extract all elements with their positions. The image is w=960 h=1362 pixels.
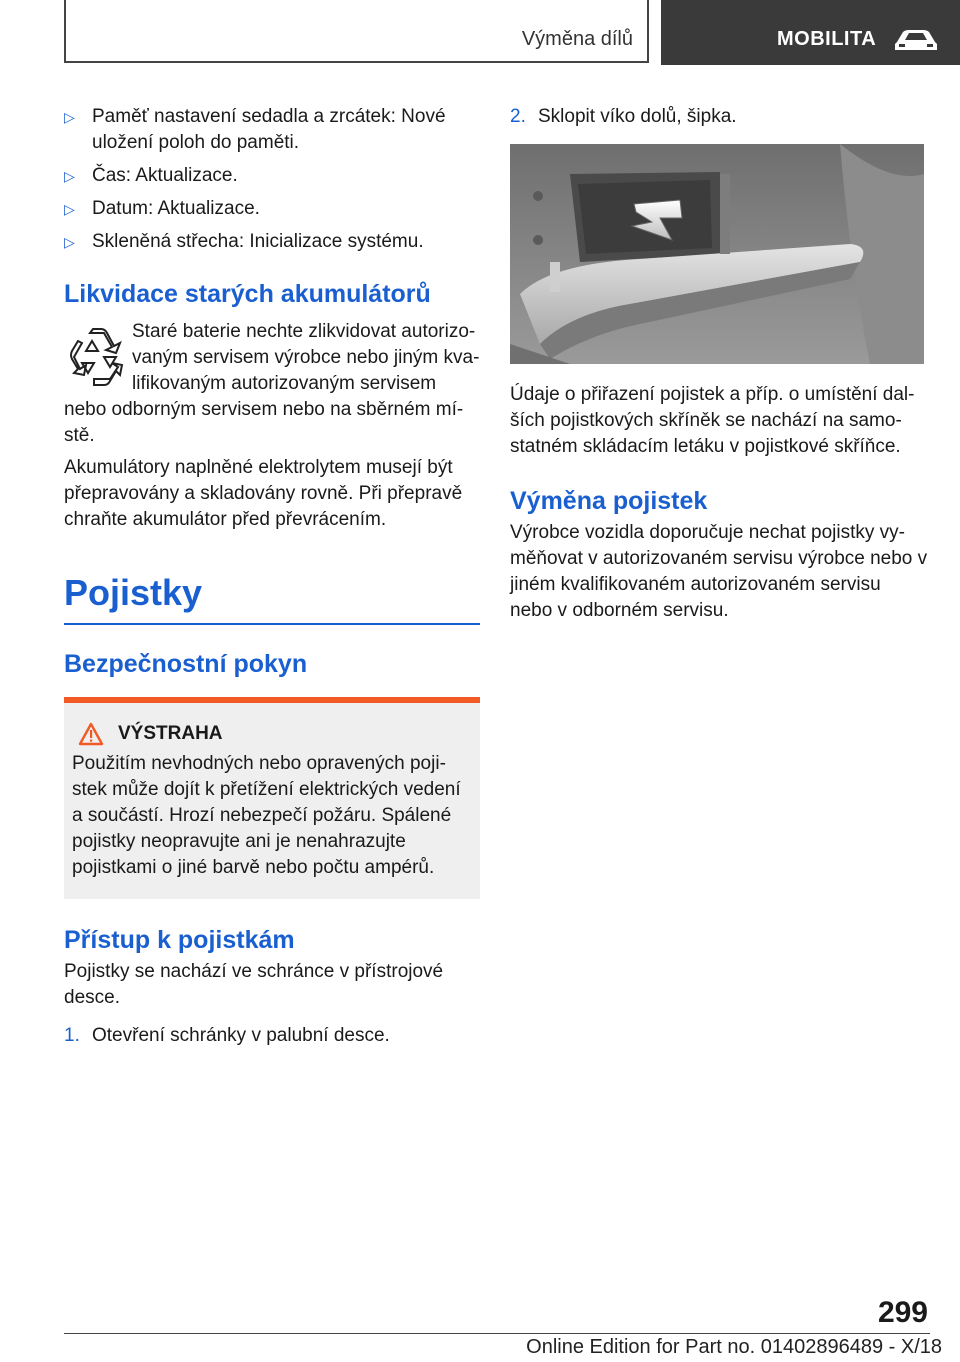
replace-text: Výrobce vozidla doporučuje nechat pojistky vyměňovat v autorizovaném servisu výrobce nebo v jiném kvalifikovaném autorizovaném servisu nebo v odborném servisu.	[510, 522, 928, 621]
triangle-bullet-icon: ▷	[64, 109, 75, 125]
footer-divider	[64, 1333, 930, 1334]
step-number: 1.	[64, 1025, 80, 1046]
list-item: ▷ Paměť nastavení sedadla a zrcátek: Nové uložení poloh do paměti.	[64, 104, 480, 156]
list-item	[64, 1023, 480, 1049]
warning-title: VÝSTRAHA	[118, 723, 223, 744]
safety-heading: Bezpečnostní pokyn	[64, 650, 308, 678]
glovebox-photo	[510, 144, 924, 364]
disposal-text-2: Akumulátory naplněné elektrolytem musejí být přepravovány a skladovány rovně. Při přepravě chraňte akumulátor před převrácením.	[64, 457, 463, 530]
step-number: 2.	[510, 106, 526, 127]
right-column	[510, 104, 928, 630]
warning-triangle-icon	[78, 722, 104, 746]
section-title: Výměna dílů	[521, 28, 633, 50]
disposal-heading: Likvidace starých akumulátorů	[64, 280, 431, 308]
access-text: Pojistky se nachází ve schránce v přístrojové desce.	[64, 961, 444, 1008]
edition-text: Online Edition for Part no. 01402896489 - X/18	[526, 1336, 942, 1358]
step-text: Otevření schránky v palubní desce.	[92, 1025, 390, 1046]
disposal-section	[64, 319, 480, 533]
disposal-text: Staré baterie nechte zlikvidovat autorizovaným servisem výrobce nebo jiným kvalifikovaným autorizovaným servisem nebo odborným servisem nebo na sběrném místě.	[64, 321, 480, 446]
warning-text: Použitím nevhodných nebo opravených pojistek může dojít k přetížení elektrických vedení a součástí. Hrozí nebezpečí požáru. Spálené pojistky neopravujte ani je nenahrazujte pojistkami o jiné barvě nebo počtu ampérů.	[72, 753, 461, 878]
triangle-bullet-icon: ▷	[64, 201, 75, 217]
step-text: Sklopit víko dolů, šipka.	[538, 106, 737, 127]
car-icon	[893, 28, 939, 52]
chapter-tab	[661, 0, 960, 65]
warning-header	[72, 721, 472, 747]
triangle-bullet-icon: ▷	[64, 234, 75, 250]
list-item: ▷ Datum: Aktualizace.	[64, 196, 480, 222]
fuse-info-text: Údaje o přiřazení pojistek a příp. o umístění dalších pojistkových skříněk se nachází na samostatném skládacím letáku v pojistkové skříňce.	[510, 384, 915, 457]
access-heading: Přístup k pojistkám	[64, 926, 295, 954]
left-column	[64, 104, 480, 1061]
fuses-heading: Pojistky	[64, 573, 480, 625]
glovebox-illustration	[510, 144, 924, 364]
list-item	[510, 104, 928, 130]
list-item: ▷ Čas: Aktualizace.	[64, 163, 480, 189]
chapter-title: MOBILITA	[777, 28, 877, 50]
triangle-bullet-icon: ▷	[64, 168, 75, 184]
warning-box	[64, 697, 480, 899]
page-number: 299	[877, 1296, 928, 1329]
page-header	[0, 0, 960, 66]
section-tab	[64, 0, 649, 63]
recycle-icon	[64, 323, 130, 389]
replace-heading: Výměna pojistek	[510, 487, 708, 515]
list-item: ▷ Skleněná střecha: Inicializace systému.	[64, 229, 480, 255]
